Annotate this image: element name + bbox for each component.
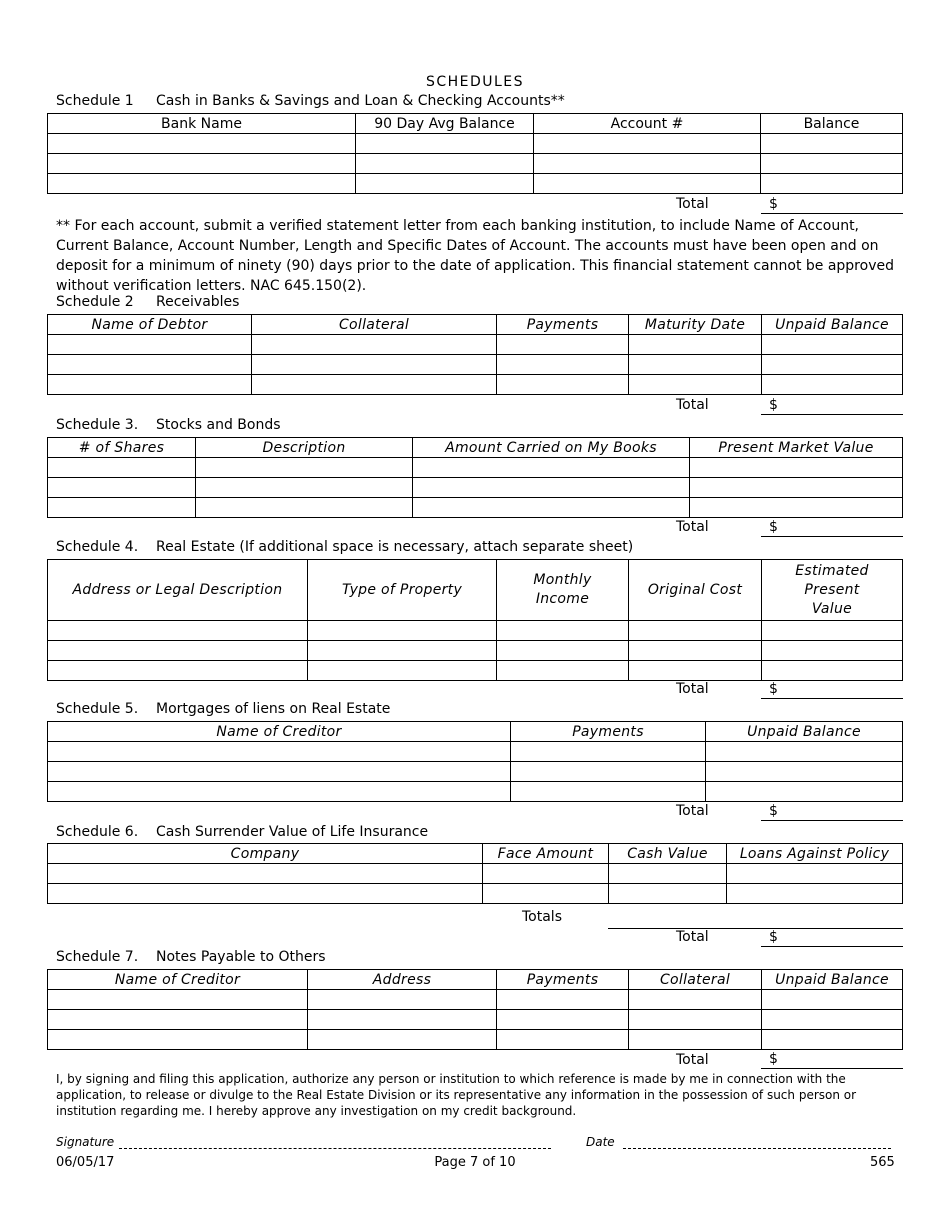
total-field[interactable]: $ (761, 929, 903, 947)
table-cell[interactable] (252, 335, 497, 355)
table-row (48, 990, 903, 1010)
column-header: Address (308, 970, 497, 990)
table-cell[interactable] (727, 864, 903, 884)
table-cell[interactable] (48, 621, 308, 641)
table-cell[interactable] (308, 621, 497, 641)
table-cell[interactable] (761, 154, 903, 174)
table-row (48, 762, 903, 782)
total-field[interactable]: $ (761, 196, 903, 214)
table-cell[interactable] (483, 884, 609, 904)
table-row (48, 661, 903, 681)
table-cell[interactable] (762, 661, 903, 681)
table-cell[interactable] (413, 498, 690, 518)
schedule-3-table (47, 437, 903, 518)
authorization-statement: I, by signing and filing this application, authorize any person or institution to which reference is made by me in connection with the application, to release or divulge to the Real Estate Division or its representative any information in the possession of such person or institution regarding me. I hereby approve any investigation on my credit background. (56, 1072, 857, 1118)
schedule-title: Mortgages of liens on Real Estate (156, 701, 391, 717)
table-cell[interactable] (48, 742, 511, 762)
footer-page-number: Page 7 of 10 (434, 1155, 516, 1170)
table-row (48, 335, 903, 355)
schedule-2-heading (56, 294, 239, 310)
total-field[interactable]: $ (761, 397, 903, 415)
date-field[interactable] (623, 1136, 891, 1149)
column-header: Unpaid Balance (762, 315, 903, 335)
table-cell[interactable] (252, 375, 497, 395)
table-cell[interactable] (706, 762, 903, 782)
column-header: Address or Legal Description (48, 560, 308, 621)
table-cell[interactable] (497, 335, 629, 355)
table-cell[interactable] (48, 154, 356, 174)
schedule-number: Schedule 6. (56, 824, 139, 840)
table-cell[interactable] (196, 458, 413, 478)
schedule-7-heading (56, 949, 326, 965)
table-cell[interactable] (762, 335, 903, 355)
schedule-number: Schedule 1 (56, 93, 134, 109)
schedule-6-heading (56, 824, 428, 840)
schedule-number: Schedule 7. (56, 949, 139, 965)
verification-note: ** For each account, submit a verified statement letter from each banking institution, to include Name of Account, Current Balance, Account Number, Length and Specific Dates of Account. The accounts must have been open and on deposit for a minimum of ninety (90) days prior to the date of application. This financial statement cannot be approved without verification letters. NAC 645.150(2). (56, 218, 894, 294)
table-cell[interactable] (48, 641, 308, 661)
schedule-5-heading (56, 701, 390, 717)
table-cell[interactable] (497, 1030, 629, 1050)
table-cell[interactable] (483, 864, 609, 884)
table-cell[interactable] (48, 1030, 308, 1050)
schedule-number: Schedule 2 (56, 294, 134, 310)
total-field[interactable]: $ (761, 1051, 903, 1069)
column-header: Estimated Present Value (762, 560, 903, 621)
column-header: Collateral (252, 315, 497, 335)
column-header: Payments (497, 315, 629, 335)
table-cell[interactable] (48, 1010, 308, 1030)
schedule-4-heading (56, 539, 633, 555)
table-row (48, 375, 903, 395)
table-cell[interactable] (690, 478, 903, 498)
table-cell[interactable] (48, 478, 196, 498)
table-cell[interactable] (762, 1010, 903, 1030)
table-cell[interactable] (196, 498, 413, 518)
schedule-number: Schedule 5. (56, 701, 139, 717)
schedule-2-table (47, 314, 903, 395)
table-cell[interactable] (413, 478, 690, 498)
table-cell[interactable] (497, 355, 629, 375)
schedule-title: Cash Surrender Value of Life Insurance (156, 824, 429, 840)
table-cell[interactable] (761, 134, 903, 154)
table-cell[interactable] (762, 1030, 903, 1050)
table-cell[interactable] (609, 884, 727, 904)
column-header: Account # (534, 114, 761, 134)
total-label: Total (676, 929, 709, 945)
signature-label: Signature (56, 1135, 115, 1149)
table-cell[interactable] (629, 990, 762, 1010)
schedule-title: Receivables (156, 294, 240, 310)
table-cell[interactable] (690, 458, 903, 478)
table-cell[interactable] (762, 621, 903, 641)
table-cell[interactable] (629, 621, 762, 641)
column-header: Description (196, 438, 413, 458)
table-row (48, 154, 903, 174)
column-header: Company (48, 844, 483, 864)
total-label: Total (676, 519, 709, 535)
table-cell[interactable] (497, 641, 629, 661)
table-cell[interactable] (48, 990, 308, 1010)
totals-label: Totals (522, 909, 562, 925)
schedule-title: Cash in Banks & Savings and Loan & Checking Accounts** (156, 93, 565, 109)
total-label: Total (676, 681, 709, 697)
table-cell[interactable] (356, 154, 534, 174)
table-cell[interactable] (48, 762, 511, 782)
table-cell[interactable] (48, 498, 196, 518)
table-cell[interactable] (48, 335, 252, 355)
table-cell[interactable] (252, 355, 497, 375)
column-header: Collateral (629, 970, 762, 990)
schedule-7-table (47, 969, 903, 1050)
footer-date: 06/05/17 (56, 1155, 115, 1170)
table-cell[interactable] (629, 335, 762, 355)
totals-field[interactable] (608, 911, 903, 929)
column-header: Cash Value (609, 844, 727, 864)
column-header: Present Market Value (690, 438, 903, 458)
table-cell[interactable] (511, 782, 706, 802)
table-row (48, 134, 903, 154)
table-row (48, 1010, 903, 1030)
table-cell[interactable] (48, 782, 511, 802)
schedule-title: Real Estate (If additional space is necessary, attach separate sheet) (156, 539, 634, 555)
table-cell[interactable] (497, 621, 629, 641)
column-header: Amount Carried on My Books (413, 438, 690, 458)
table-cell[interactable] (48, 134, 356, 154)
column-header: Unpaid Balance (706, 722, 903, 742)
table-cell[interactable] (308, 641, 497, 661)
table-cell[interactable] (48, 355, 252, 375)
column-header: Name of Creditor (48, 970, 308, 990)
table-cell[interactable] (356, 134, 534, 154)
table-cell[interactable] (762, 641, 903, 661)
signature-field[interactable] (119, 1136, 551, 1149)
total-field[interactable]: $ (761, 681, 903, 699)
column-header: Type of Property (308, 560, 497, 621)
schedule-title: Notes Payable to Others (156, 949, 326, 965)
schedule-number: Schedule 4. (56, 539, 139, 555)
table-cell[interactable] (534, 154, 761, 174)
table-cell[interactable] (48, 375, 252, 395)
schedule-6-table (47, 843, 903, 904)
footer-form-number: 565 (870, 1155, 895, 1170)
table-cell[interactable] (48, 884, 483, 904)
column-header: Unpaid Balance (762, 970, 903, 990)
schedule-3-heading (56, 417, 281, 433)
table-cell[interactable] (497, 661, 629, 681)
column-header: Payments (511, 722, 706, 742)
schedule-5-table (47, 721, 903, 802)
table-cell[interactable] (308, 990, 497, 1010)
column-header: Original Cost (629, 560, 762, 621)
schedule-title: Stocks and Bonds (156, 417, 281, 433)
column-header: Name of Debtor (48, 315, 252, 335)
table-cell[interactable] (706, 782, 903, 802)
total-field[interactable]: $ (761, 519, 903, 537)
table-cell[interactable] (690, 498, 903, 518)
table-row (48, 498, 903, 518)
table-cell[interactable] (629, 375, 762, 395)
table-cell[interactable] (497, 375, 629, 395)
table-cell[interactable] (48, 458, 196, 478)
total-label: Total (676, 803, 709, 819)
column-header: 90 Day Avg Balance (356, 114, 534, 134)
table-row (48, 782, 903, 802)
schedule-1-heading (56, 93, 565, 109)
table-cell[interactable] (48, 864, 483, 884)
column-header: Balance (761, 114, 903, 134)
table-cell[interactable] (762, 990, 903, 1010)
table-row (48, 1030, 903, 1050)
table-row (48, 174, 903, 194)
schedule-4-table (47, 559, 903, 681)
table-cell[interactable] (762, 355, 903, 375)
column-header: Maturity Date (629, 315, 762, 335)
table-cell[interactable] (497, 990, 629, 1010)
table-cell[interactable] (196, 478, 413, 498)
table-row (48, 621, 903, 641)
table-row (48, 641, 903, 661)
table-cell[interactable] (48, 661, 308, 681)
table-row (48, 458, 903, 478)
table-cell[interactable] (356, 174, 534, 194)
table-cell[interactable] (706, 742, 903, 762)
table-cell[interactable] (497, 1010, 629, 1030)
table-row (48, 864, 903, 884)
table-cell[interactable] (534, 134, 761, 154)
table-cell[interactable] (308, 1010, 497, 1030)
column-header: Loans Against Policy (727, 844, 903, 864)
table-row (48, 742, 903, 762)
table-cell[interactable] (511, 762, 706, 782)
table-cell[interactable] (629, 1030, 762, 1050)
date-label: Date (586, 1135, 615, 1149)
page-title: SCHEDULES (425, 74, 525, 90)
table-cell[interactable] (48, 174, 356, 194)
table-cell[interactable] (629, 1010, 762, 1030)
table-cell[interactable] (629, 355, 762, 375)
table-cell[interactable] (308, 1030, 497, 1050)
table-cell[interactable] (413, 458, 690, 478)
table-row (48, 478, 903, 498)
table-cell[interactable] (629, 661, 762, 681)
column-header: Monthly Income (497, 560, 629, 621)
total-label: Total (676, 1052, 709, 1068)
column-header: Face Amount (483, 844, 609, 864)
table-row (48, 884, 903, 904)
table-row (48, 355, 903, 375)
table-cell[interactable] (727, 884, 903, 904)
total-label: Total (676, 397, 709, 413)
total-field[interactable]: $ (761, 803, 903, 821)
table-cell[interactable] (629, 641, 762, 661)
table-cell[interactable] (511, 742, 706, 762)
column-header: Name of Creditor (48, 722, 511, 742)
table-cell[interactable] (762, 375, 903, 395)
table-cell[interactable] (609, 864, 727, 884)
column-header: Payments (497, 970, 629, 990)
total-label: Total (676, 196, 709, 212)
column-header: Bank Name (48, 114, 356, 134)
table-cell[interactable] (534, 174, 761, 194)
schedule-number: Schedule 3. (56, 417, 139, 433)
column-header: # of Shares (48, 438, 196, 458)
schedule-1-table (47, 113, 903, 194)
table-cell[interactable] (761, 174, 903, 194)
table-cell[interactable] (308, 661, 497, 681)
